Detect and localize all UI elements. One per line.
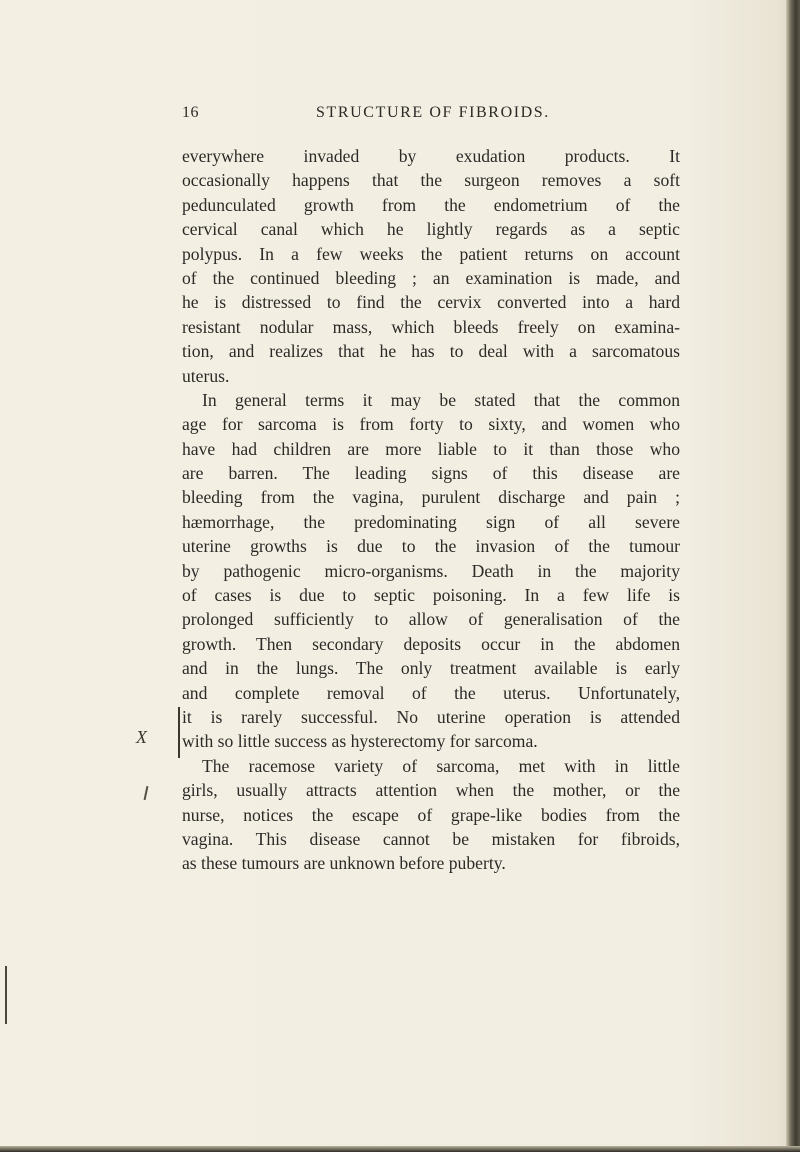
text-line: hæmorrhage, the predominating sign of all severe	[182, 511, 680, 532]
body-text	[182, 144, 680, 876]
text-line: uterus.	[182, 365, 230, 386]
paragraph-start-line: In general terms it may be stated that the common	[202, 389, 680, 410]
text-line: cervical canal which he lightly regards as a septic	[182, 219, 680, 240]
text-line: bleeding from the vagina, purulent discharge and pain ;	[182, 487, 680, 508]
text-line: pedunculated growth from the endometrium of the	[182, 194, 680, 215]
text-line: have had children are more liable to it than those who	[182, 438, 680, 459]
text-line: uterine growths is due to the invasion of the tumour	[182, 536, 680, 557]
text-line: and in the lungs. The only treatment available is early	[182, 658, 680, 679]
text-line: of cases is due to septic poisoning. In a few life is	[182, 585, 680, 606]
text-line: occasionally happens that the surgeon removes a soft	[182, 170, 680, 191]
margin-x-annotation: X	[136, 727, 147, 747]
margin-pencil-line	[5, 966, 7, 1024]
text-line: and complete removal of the uterus. Unfortunately,	[182, 682, 680, 703]
text-line: it is rarely successful. No uterine operation is attended	[182, 706, 680, 727]
page-number: 16	[182, 104, 199, 121]
text-line: are barren. The leading signs of this disease are	[182, 463, 680, 484]
text-line: tion, and realizes that he has to deal with a sarcomatous	[182, 341, 680, 362]
running-head: STRUCTURE OF FIBROIDS.	[316, 104, 550, 121]
text-line: polypus. In a few weeks the patient returns on account	[182, 243, 680, 264]
text-line: with so little success as hysterectomy for sarcoma.	[182, 731, 538, 752]
text-line: everywhere invaded by exudation products. It	[182, 146, 680, 166]
text-line: by pathogenic micro-organisms. Death in the majority	[182, 560, 680, 581]
text-line: as these tumours are unknown before puberty.	[182, 853, 506, 874]
text-line: age for sarcoma is from forty to sixty, and women who	[182, 414, 680, 435]
text-line: of the continued bleeding ; an examination is made, and	[182, 267, 680, 288]
margin-tick-mark	[144, 786, 148, 800]
text-line: he is distressed to find the cervix converted into a hard	[182, 292, 680, 313]
text-line: growth. Then secondary deposits occur in the abdomen	[182, 633, 680, 654]
text-line: nurse, notices the escape of grape-like bodies from the	[182, 804, 680, 825]
text-line: vagina. This disease cannot be mistaken for fibroids,	[182, 828, 680, 849]
text-line: prolonged sufficiently to allow of generalisation of the	[182, 609, 680, 630]
page-bottom-edge	[0, 1146, 800, 1152]
text-line: resistant nodular mass, which bleeds freely on examina-	[182, 316, 680, 337]
paragraph-start-line: The racemose variety of sarcoma, met with in little	[202, 755, 680, 776]
page-edge-shadow	[786, 0, 800, 1152]
page-header	[0, 104, 800, 128]
margin-bracket-mark	[178, 707, 180, 758]
text-line: girls, usually attracts attention when the mother, or the	[182, 780, 680, 801]
